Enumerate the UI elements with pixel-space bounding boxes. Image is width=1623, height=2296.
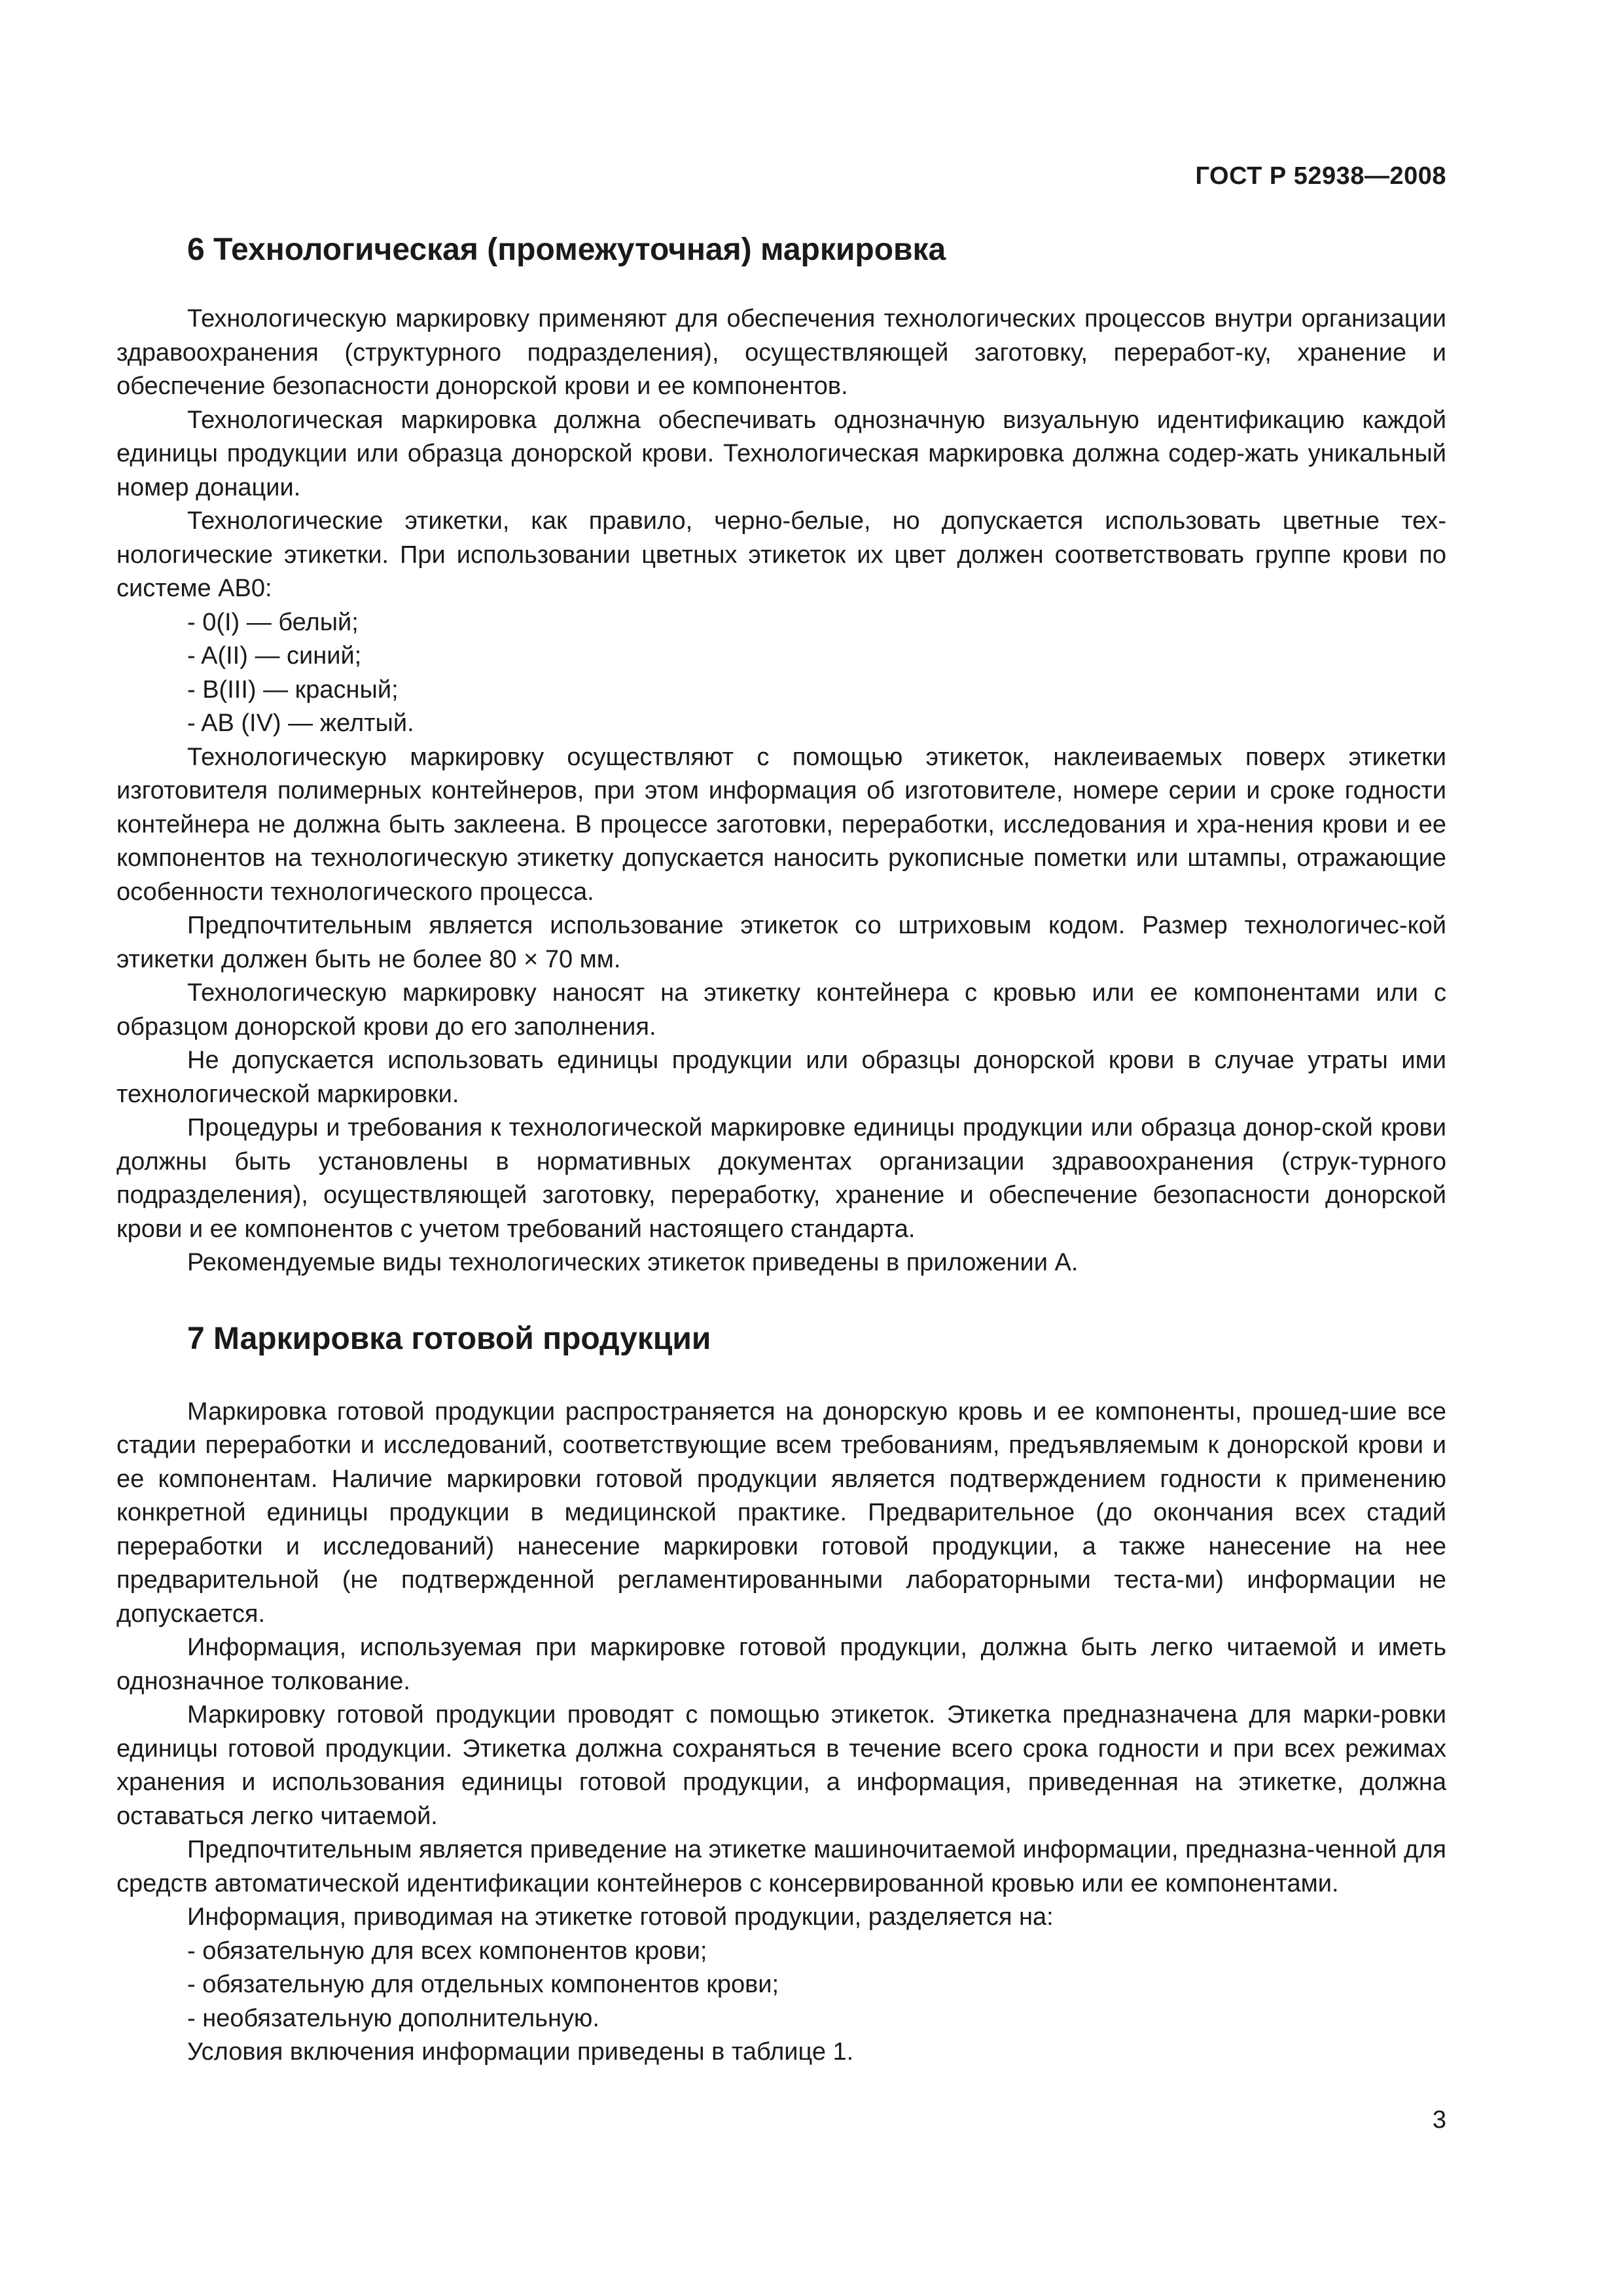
section-7-paragraph: Маркировка готовой продукции распространяется на донорскую кровь и ее компоненты, прошед-шие все стадии переработки и исследований, соответствующие всем требованиям, предъявляемым к донорской крови и ее компонентам. Наличие маркировки готовой продукции является подтверждением годности к применению конкретной единицы продукции в медицинской практике. Предварительное (до окончания всех стадий переработки и исследований) нанесение маркировки готовой продукции, а также нанесение на нее предварительной (не подтвержденной регламентированными лабораторными теста-ми) информации не допускается. [116, 1397, 1446, 1628]
section-6-paragraph: Технологическую маркировку наносят на этикетку контейнера с кровью или ее компонентами или с образцом донорской крови до его заполнения. [116, 979, 1446, 1041]
list-item: - 0(I) — белый; [187, 608, 359, 636]
document-body [116, 230, 1446, 2070]
section-7-paragraph: Маркировку готовой продукции проводят с помощью этикеток. Этикетка предназначена для марки-ровки единицы готовой продукции. Этикетка должна сохраняться в течение всего срока годности и при всех режимах хранения и использования единицы готовой продукции, а информация, приведенная на этикетке, должна оставаться легко читаемой. [116, 1701, 1446, 1830]
section-6-paragraph: Технологическая маркировка должна обеспечивать однозначную визуальную идентификацию каждой единицы продукции или образца донорской крови. Технологическая маркировка должна содер-жать уникальный номер донации. [116, 406, 1446, 501]
section-6-paragraph: Технологические этикетки, как правило, черно-белые, но допускается использовать цветные тех-нологические этикетки. При использовании цветных этикеток их цвет должен соответствовать группе крови по системе АВ0: [116, 507, 1446, 602]
page-number: 3 [1432, 2106, 1446, 2134]
list-item: - необязательную дополнительную. [187, 2004, 599, 2032]
section-7-paragraph: Информация, приводимая на этикетке готовой продукции, разделяется на: [187, 1903, 1054, 1931]
section-7-paragraph: Условия включения информации приведены в таблице 1. [187, 2038, 854, 2066]
blood-group-color-list [116, 606, 1446, 741]
document-code: ГОСТ Р 52938—2008 [1195, 162, 1446, 190]
section-7-paragraph: Информация, используемая при маркировке готовой продукции, должна быть легко читаемой и иметь однозначное толкование. [116, 1634, 1446, 1695]
section-6-paragraph: Предпочтительным является использование этикеток со штриховым кодом. Размер технологичес-кой этикетки должен быть не более 80 × 70 мм. [116, 912, 1446, 973]
section-6-paragraph: Технологическую маркировку применяют для обеспечения технологических процессов внутри организации здравоохранения (структурного подразделения), осуществляющей заготовку, переработ-ку, хранение и обеспечение безопасности донорской крови и ее компонентов. [116, 305, 1446, 400]
section-6-paragraph: Процедуры и требования к технологической маркировке единицы продукции или образца донор-ской крови должны быть установлены в нормативных документах организации здравоохранения (струк-турного подразделения), осуществляющей заготовку, переработку, хранение и обеспечение безопасности донорской крови и ее компонентов с учетом требований настоящего стандарта. [116, 1114, 1446, 1243]
section-7-paragraph: Предпочтительным является приведение на этикетке машиночитаемой информации, предназна-ченной для средств автоматической идентификации контейнеров с консервированной кровью или ее компонентами. [116, 1836, 1446, 1897]
list-item: - AB (IV) — желтый. [187, 709, 414, 737]
label-information-categories-list [116, 1935, 1446, 2036]
section-6-title: 6 Технологическая (промежуточная) маркировка [187, 232, 946, 267]
list-item: - обязательную для отдельных компонентов крови; [187, 1971, 779, 1998]
list-item: - обязательную для всех компонентов крови; [187, 1937, 707, 1965]
list-item: - A(II) — синий; [187, 642, 362, 670]
section-7-title: 7 Маркировка готовой продукции [187, 1321, 711, 1356]
list-item: - B(III) — красный; [187, 675, 399, 704]
section-6-paragraph: Технологическую маркировку осуществляют с помощью этикеток, наклеиваемых поверх этикетки изготовителя полимерных контейнеров, при этом информация об изготовителе, номере серии и сроке годности контейнера не должна быть заклеена. В процессе заготовки, переработки, исследования и хра-нения крови и ее компонентов на технологическую этикетку допускается наносить рукописные пометки или штампы, отражающие особенности технологического процесса. [116, 743, 1446, 906]
section-6-paragraph: Не допускается использовать единицы продукции или образцы донорской крови в случае утраты ими технологической маркировки. [116, 1047, 1446, 1108]
section-6-paragraph: Рекомендуемые виды технологических этикеток приведены в приложении А. [187, 1249, 1079, 1276]
